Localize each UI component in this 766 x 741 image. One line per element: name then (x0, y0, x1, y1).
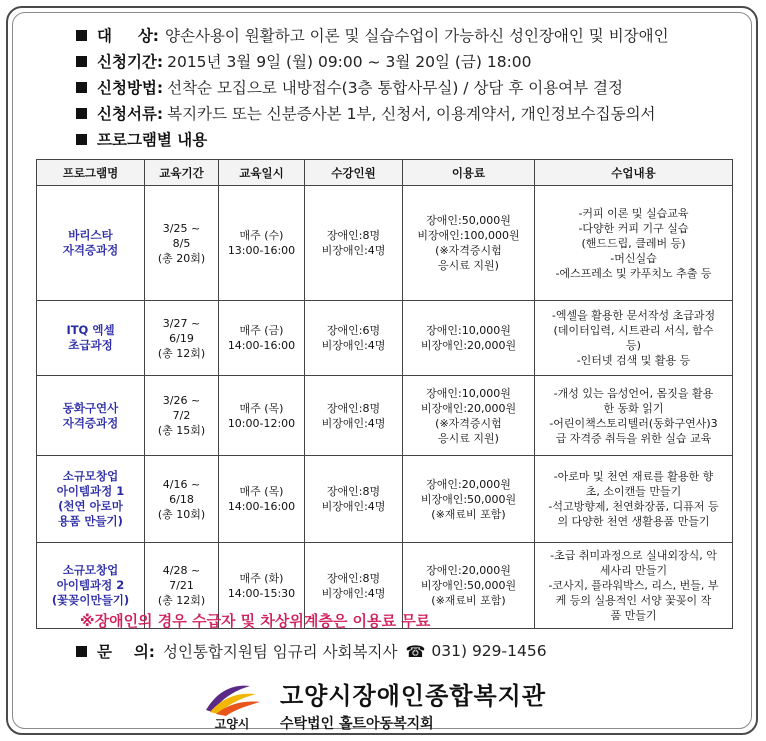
cell-content: -커피 이론 및 실습교육 -다양한 커피 기구 실습 (핸드드립, 클레버 등) -머신실습 -에스프레소 및 카푸치노 추출 등 (535, 186, 733, 301)
cell-content: -엑셀을 활용한 문서작성 초급과정 (데이터입력, 시트관리 서식, 함수 등) -인터넷 검색 및 활용 등 (535, 301, 733, 376)
cell-capacity: 장애인:8명 비장애인:4명 (305, 456, 403, 543)
organization-sub: 수탁법인 홀트아동복지회 (280, 716, 434, 732)
logo-text: 고양시 (214, 716, 250, 731)
header-capacity: 수강인원 (305, 160, 403, 186)
cell-schedule: 매주 (목) 10:00-12:00 (219, 376, 305, 456)
cell-schedule: 매주 (목) 14:00-16:00 (219, 456, 305, 543)
organization (280, 676, 546, 733)
square-bullet-icon (76, 82, 87, 93)
info-target-label: 대 상: (97, 27, 159, 45)
cell-schedule: 매주 (화) 14:00-15:30 (219, 543, 305, 629)
info-target-value: 양손사용이 원활하고 이론 및 실습수업이 가능하신 성인장애인 및 비장애인 (165, 27, 669, 45)
cell-capacity: 장애인:8명 비장애인:4명 (305, 376, 403, 456)
program-table (36, 159, 733, 629)
header-fee: 이용료 (403, 160, 535, 186)
organization-name: 고양시장애인종합복지관 (280, 682, 547, 710)
table-header-row (37, 160, 733, 186)
goyang-logo-mark-icon (200, 680, 264, 716)
cell-content: -개성 있는 음성언어, 몸짓을 활용 한 동화 읽기 -어린이책스토리텔러(동화구연사)3 급 자격증 취득을 위한 실습 교육 (535, 376, 733, 456)
programs-heading: 프로그램별 내용 (97, 131, 208, 149)
info-method-label: 신청방법: (97, 79, 164, 97)
programs-heading-line (76, 126, 736, 152)
square-bullet-icon (76, 646, 87, 657)
cell-program-name: 동화구연사 자격증과정 (37, 376, 145, 456)
info-target (76, 22, 736, 48)
footer (200, 676, 546, 733)
cell-program-name: 소규모창업 아이템과정 1 (천연 아로마 용품 만들기) (37, 456, 145, 543)
info-method (76, 74, 736, 100)
info-documents (76, 100, 736, 126)
cell-fee: 장애인:50,000원 비장애인:100,000원 (※자격증시험 응시료 지원) (403, 186, 535, 301)
phone-icon: ☎ (405, 641, 426, 661)
cell-period: 3/27 ~ 6/19 (총 12회) (145, 301, 219, 376)
cell-program-name: 바리스타 자격증과정 (37, 186, 145, 301)
square-bullet-icon (76, 108, 87, 119)
cell-fee: 장애인:20,000원 비장애인:50,000원 (※재료비 포함) (403, 543, 535, 629)
contact-line (76, 640, 547, 662)
cell-content: -아로마 및 천연 재료를 활용한 향 초, 소이캔들 만들기 -석고방향제, 천연화장품, 디퓨저 등 의 다양한 천연 생활용품 만들기 (535, 456, 733, 543)
cell-period: 4/16 ~ 6/18 (총 10회) (145, 456, 219, 543)
header-schedule: 교육일시 (219, 160, 305, 186)
cell-fee: 장애인:20,000원 비장애인:50,000원 (※재료비 포함) (403, 456, 535, 543)
cell-fee: 장애인:10,000원 비장애인:20,000원 (※자격증시험 응시료 지원) (403, 376, 535, 456)
cell-program-name: 소규모창업 아이템과정 2 (꽃꽂이만들기) (37, 543, 145, 629)
cell-capacity: 장애인:8명 비장애인:4명 (305, 186, 403, 301)
info-documents-value: 복지카드 또는 신분증사본 1부, 신청서, 이용계약서, 개인정보수집동의서 (167, 105, 656, 123)
square-bullet-icon (76, 134, 87, 145)
cell-period: 3/26 ~ 7/2 (총 15회) (145, 376, 219, 456)
cell-capacity: 장애인:6명 비장애인:4명 (305, 301, 403, 376)
info-method-value: 선착순 모집으로 내방접수(3층 통합사무실) / 상담 후 이용여부 결정 (167, 79, 623, 97)
cell-capacity: 장애인:8명 비장애인:4명 (305, 543, 403, 629)
table-row (37, 301, 733, 376)
cell-program-name: ITQ 엑셀 초급과정 (37, 301, 145, 376)
contact-phone: 031) 929-1456 (431, 642, 547, 660)
info-period (76, 48, 736, 74)
info-section (76, 22, 736, 152)
cell-fee: 장애인:10,000원 비장애인:20,000원 (403, 301, 535, 376)
contact-label: 문 의: (97, 643, 155, 661)
info-documents-label: 신청서류: (97, 105, 164, 123)
cell-period: 3/25 ~ 8/5 (총 20회) (145, 186, 219, 301)
info-period-value: 2015년 3월 9일 (월) 09:00 ~ 3월 20일 (금) 18:00 (167, 53, 532, 71)
header-content: 수업내용 (535, 160, 733, 186)
cell-schedule: 매주 (금) 14:00-16:00 (219, 301, 305, 376)
square-bullet-icon (76, 30, 87, 41)
cell-schedule: 매주 (수) 13:00-16:00 (219, 186, 305, 301)
square-bullet-icon (76, 56, 87, 67)
cell-content: -초급 취미과정으로 실내외장식, 악 세사리 만들기 -코사지, 플라워박스, 리스, 번들, 부 케 등의 실용적인 서양 꽃꽂이 작 품 만들기 (535, 543, 733, 629)
info-period-label: 신청기간: (97, 53, 164, 71)
table-row (37, 456, 733, 543)
fee-exemption-note: ※장애인의 경우 수급자 및 차상위계층은 이용료 무료 (80, 612, 431, 630)
header-period: 교육기간 (145, 160, 219, 186)
header-program-name: 프로그램명 (37, 160, 145, 186)
table-row (37, 186, 733, 301)
contact-value: 성인통합지원팀 임규리 사회복지사 (163, 643, 398, 661)
cell-period: 4/28 ~ 7/21 (총 12회) (145, 543, 219, 629)
table-row (37, 376, 733, 456)
goyang-city-logo (200, 680, 264, 730)
